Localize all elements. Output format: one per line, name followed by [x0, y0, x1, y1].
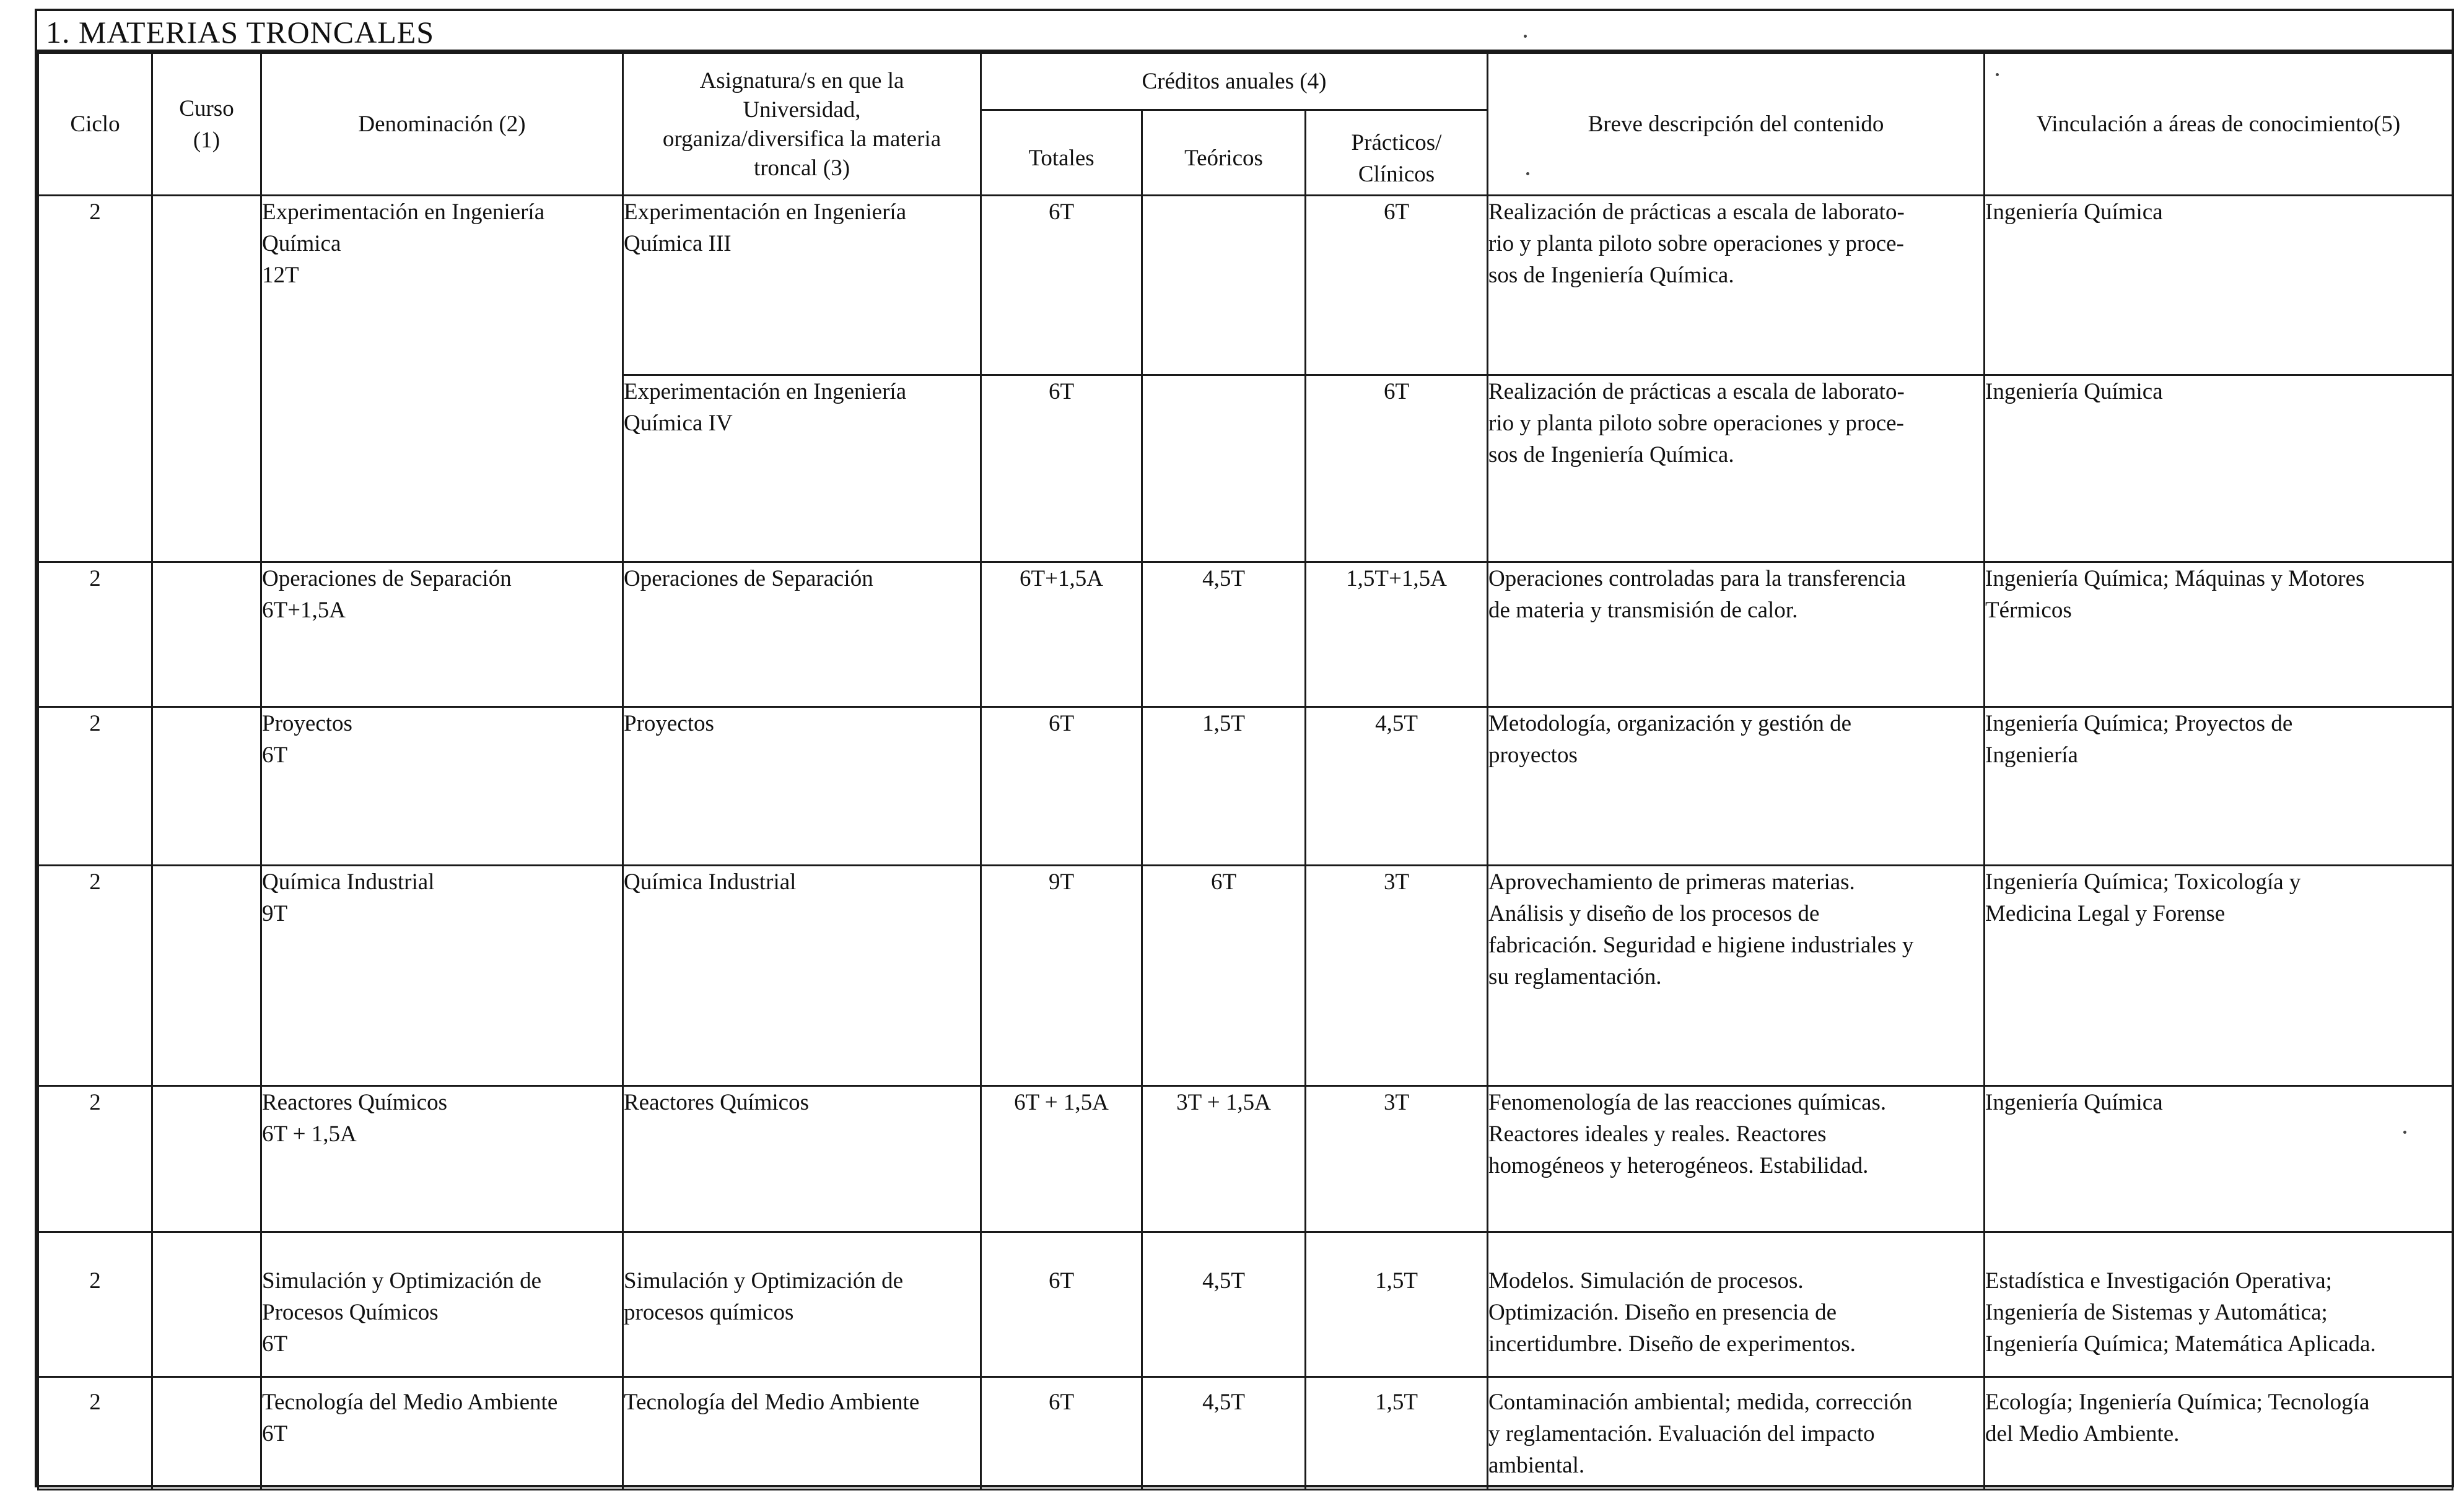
cell-asignatura: Operaciones de Separación [623, 562, 981, 707]
cell-practicos: 3T [1306, 1086, 1488, 1232]
document-sheet [35, 9, 2454, 1487]
scan-speck [1996, 73, 1999, 76]
cell-asignatura: Experimentación en Ingeniería Química III [623, 196, 981, 375]
cell-teoricos: 4,5T [1142, 1232, 1306, 1377]
cell-totales: 6T [981, 707, 1142, 866]
cell-asignatura: Reactores Químicos [623, 1086, 981, 1232]
header-creditos: Créditos anuales (4) [981, 53, 1488, 110]
cell-practicos: 1,5T [1306, 1232, 1488, 1377]
cell-descripcion: Operaciones controladas para la transferencia de materia y transmisión de calor. [1488, 562, 1985, 707]
cell-vinculacion: Ingeniería Química; Máquinas y Motores Térmicos [1985, 562, 2453, 707]
table-row [38, 196, 2453, 375]
cell-denominacion: Operaciones de Separación 6T+1,5A [261, 562, 623, 707]
header-teoricos: Teóricos [1142, 110, 1306, 196]
header-descripcion: Breve descripción del contenido [1488, 53, 1985, 196]
cell-teoricos: 1,5T [1142, 707, 1306, 866]
cell-ciclo: 2 [38, 1377, 152, 1490]
cell-curso [152, 707, 261, 866]
header-denominacion: Denominación (2) [261, 53, 623, 196]
header-totales: Totales [981, 110, 1142, 196]
scan-speck [1524, 35, 1527, 38]
cell-totales: 6T+1,5A [981, 562, 1142, 707]
header-curso: Curso (1) [152, 53, 261, 196]
table-row [38, 562, 2453, 707]
cell-totales: 6T + 1,5A [981, 1086, 1142, 1232]
scan-speck [2403, 1131, 2406, 1134]
materias-table [37, 52, 2453, 1490]
cell-practicos: 1,5T [1306, 1377, 1488, 1490]
cell-vinculacion: Ingeniería Química; Toxicología y Medicina Legal y Forense [1985, 866, 2453, 1086]
cell-asignatura: Experimentación en Ingeniería Química IV [623, 375, 981, 562]
cell-curso [152, 1377, 261, 1490]
cell-totales: 9T [981, 866, 1142, 1086]
cell-descripcion: Metodología, organización y gestión de proyectos [1488, 707, 1985, 866]
cell-totales: 6T [981, 196, 1142, 375]
cell-asignatura: Proyectos [623, 707, 981, 866]
cell-totales: 6T [981, 1377, 1142, 1490]
cell-totales: 6T [981, 1232, 1142, 1377]
cell-curso [152, 1232, 261, 1377]
header-row-1 [38, 53, 2453, 110]
cell-descripcion: Contaminación ambiental; medida, corrección y reglamentación. Evaluación del impacto ambiental. [1488, 1377, 1985, 1490]
cell-ciclo: 2 [38, 866, 152, 1086]
cell-denominacion: Tecnología del Medio Ambiente 6T [261, 1377, 623, 1490]
cell-denominacion: Proyectos 6T [261, 707, 623, 866]
cell-descripcion: Aprovechamiento de primeras materias. Análisis y diseño de los procesos de fabricación. Seguridad e higiene industriales y su reglamentación. [1488, 866, 1985, 1086]
cell-ciclo: 2 [38, 562, 152, 707]
cell-ciclo: 2 [38, 1086, 152, 1232]
section-title: 1. MATERIAS TRONCALES [37, 11, 2452, 52]
scan-speck [1526, 172, 1529, 175]
cell-teoricos [1142, 196, 1306, 375]
table-row [38, 1232, 2453, 1377]
table-row [38, 1377, 2453, 1490]
cell-practicos: 1,5T+1,5A [1306, 562, 1488, 707]
cell-practicos: 6T [1306, 196, 1488, 375]
cell-curso [152, 562, 261, 707]
cell-denominacion: Química Industrial 9T [261, 866, 623, 1086]
cell-descripcion: Modelos. Simulación de procesos. Optimización. Diseño en presencia de incertidumbre. Diseño de experimentos. [1488, 1232, 1985, 1377]
cell-teoricos: 3T + 1,5A [1142, 1086, 1306, 1232]
cell-asignatura: Simulación y Optimización de procesos químicos [623, 1232, 981, 1377]
table-row [38, 1086, 2453, 1232]
cell-vinculacion: Ecología; Ingeniería Química; Tecnología del Medio Ambiente. [1985, 1377, 2453, 1490]
header-asignatura: Asignatura/s en que la Universidad, organiza/diversifica la materia troncal (3) [623, 53, 981, 196]
cell-practicos: 6T [1306, 375, 1488, 562]
cell-descripcion: Realización de prácticas a escala de laborato- rio y planta piloto sobre operaciones y proce- sos de Ingeniería Química. [1488, 196, 1985, 375]
cell-vinculacion: Ingeniería Química [1985, 196, 2453, 375]
cell-descripcion: Fenomenología de las reacciones químicas. Reactores ideales y reales. Reactores homogéneos y heterogéneos. Estabilidad. [1488, 1086, 1985, 1232]
cell-curso [152, 866, 261, 1086]
cell-ciclo: 2 [38, 707, 152, 866]
cell-vinculacion: Estadística e Investigación Operativa; Ingeniería de Sistemas y Automática; Ingeniería Química; Matemática Aplicada. [1985, 1232, 2453, 1377]
cell-denominacion: Simulación y Optimización de Procesos Químicos 6T [261, 1232, 623, 1377]
cell-denominacion: Experimentación en Ingeniería Química 12T [261, 196, 623, 562]
cell-totales: 6T [981, 375, 1142, 562]
table-row [38, 707, 2453, 866]
cell-asignatura: Química Industrial [623, 866, 981, 1086]
cell-curso [152, 196, 261, 562]
cell-denominacion: Reactores Químicos 6T + 1,5A [261, 1086, 623, 1232]
cell-ciclo: 2 [38, 1232, 152, 1377]
cell-descripcion: Realización de prácticas a escala de laborato- rio y planta piloto sobre operaciones y proce- sos de Ingeniería Química. [1488, 375, 1985, 562]
cell-practicos: 3T [1306, 866, 1488, 1086]
cell-vinculacion: Ingeniería Química; Proyectos de Ingeniería [1985, 707, 2453, 866]
header-vinculacion: Vinculación a áreas de conocimiento(5) [1985, 53, 2453, 196]
cell-ciclo: 2 [38, 196, 152, 562]
cell-vinculacion: Ingeniería Química [1985, 1086, 2453, 1232]
cell-teoricos: 4,5T [1142, 1377, 1306, 1490]
cell-asignatura: Tecnología del Medio Ambiente [623, 1377, 981, 1490]
header-ciclo: Ciclo [38, 53, 152, 196]
cell-vinculacion: Ingeniería Química [1985, 375, 2453, 562]
cell-teoricos [1142, 375, 1306, 562]
cell-curso [152, 1086, 261, 1232]
table-row [38, 866, 2453, 1086]
header-practicos: Prácticos/ Clínicos [1306, 110, 1488, 196]
cell-teoricos: 6T [1142, 866, 1306, 1086]
cell-teoricos: 4,5T [1142, 562, 1306, 707]
cell-practicos: 4,5T [1306, 707, 1488, 866]
